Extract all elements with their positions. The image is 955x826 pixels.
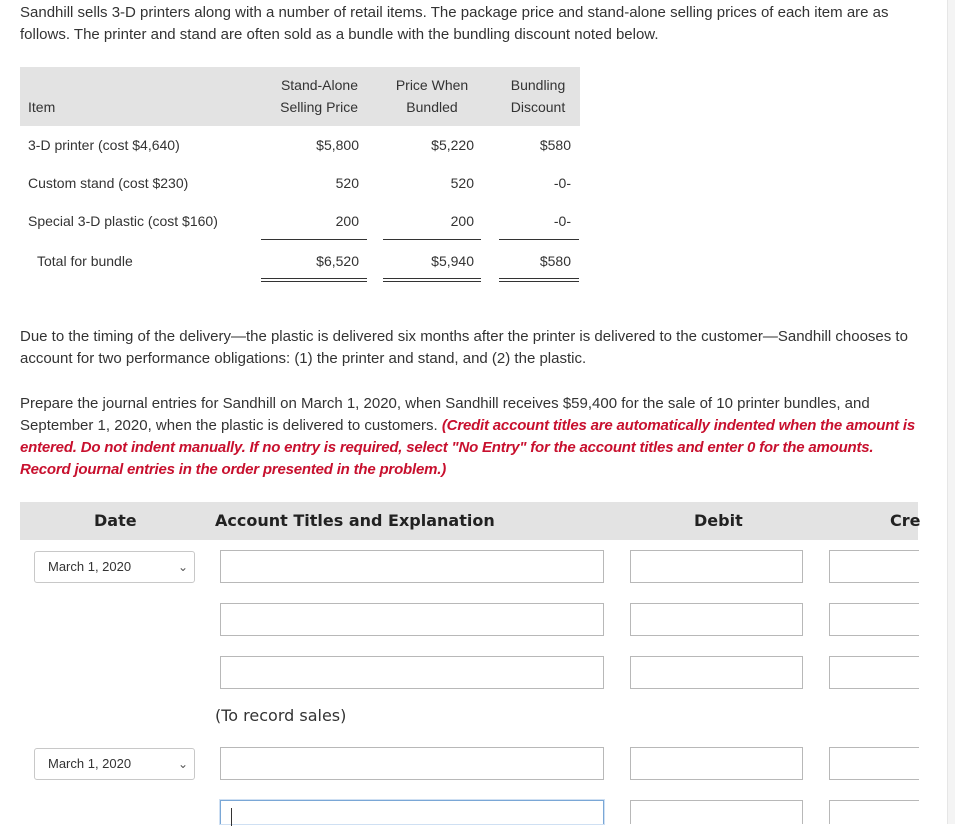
row-bundled: 200 <box>450 213 474 229</box>
credit-input[interactable] <box>829 800 919 824</box>
total-double-line <box>261 281 367 282</box>
chevron-down-icon: ⌄ <box>177 757 188 771</box>
subtotal-line <box>261 239 367 240</box>
text-cursor <box>231 808 232 826</box>
header-account-titles: Account Titles and Explanation <box>215 511 495 530</box>
total-double-line <box>261 278 367 279</box>
debit-input[interactable] <box>630 603 803 636</box>
total-item: Total for bundle <box>37 253 133 269</box>
row-item: Special 3-D plastic (cost $160) <box>28 213 218 229</box>
date-select[interactable] <box>34 551 195 583</box>
account-title-input[interactable] <box>220 747 604 780</box>
row-item: 3-D printer (cost $4,640) <box>28 137 180 153</box>
total-double-line <box>383 281 481 282</box>
credit-input[interactable] <box>829 656 919 689</box>
row-item: Custom stand (cost $230) <box>28 175 189 191</box>
debit-input[interactable] <box>630 747 803 780</box>
row-discount: $580 <box>539 137 571 153</box>
row-standalone: 520 <box>335 175 359 191</box>
date-select[interactable] <box>34 748 195 780</box>
credit-input[interactable] <box>829 747 919 780</box>
header-discount-line2: Discount <box>510 99 566 115</box>
header-credit: Cre <box>890 511 921 530</box>
debit-input[interactable] <box>630 656 803 689</box>
total-bundled: $5,940 <box>431 253 474 269</box>
header-standalone-line1: Stand-Alone <box>280 77 358 93</box>
header-standalone-line2: Selling Price <box>280 99 358 115</box>
total-double-line <box>499 278 579 279</box>
header-discount-line1: Bundling <box>510 77 566 93</box>
credit-input[interactable] <box>829 603 919 636</box>
row-discount: -0- <box>553 175 571 191</box>
header-bundled-line1: Price When <box>395 77 469 93</box>
account-title-input-focused[interactable] <box>220 800 604 824</box>
total-double-line <box>383 278 481 279</box>
journal-header <box>20 502 921 540</box>
subtotal-line <box>383 239 481 240</box>
row-standalone: 200 <box>335 213 359 229</box>
header-date: Date <box>94 511 137 530</box>
header-debit: Debit <box>694 511 743 530</box>
date-select-value: March 1, 2020 <box>48 756 132 771</box>
entry-explanation: (To record sales) <box>215 706 347 725</box>
subtotal-line <box>499 239 579 240</box>
debit-input[interactable] <box>630 800 803 824</box>
instructions-text: Prepare the journal entries for Sandhill on March 1, 2020, when Sandhill receives $59,400 for the sale of 10 printer bundles, and September 1, 2020, when the plastic is delivered to customers. <box>20 395 870 434</box>
scrollbar[interactable] <box>947 0 955 824</box>
timing-text: Due to the timing of the delivery—the plastic is delivered six months after the printer is delivered to the customer—Sandhill chooses to account for two performance obligations: (1) the printer and stand, and (2) the plastic. <box>20 328 908 367</box>
total-double-line <box>499 281 579 282</box>
date-select-value: March 1, 2020 <box>48 559 132 574</box>
account-title-input[interactable] <box>220 603 604 636</box>
instructions <box>20 393 920 481</box>
row-bundled: 520 <box>450 175 474 191</box>
row-bundled: $5,220 <box>431 137 474 153</box>
debit-input[interactable] <box>630 550 803 583</box>
total-discount: $580 <box>539 253 571 269</box>
header-item: Item <box>28 99 56 115</box>
instructions-note: (Credit account titles are automatically indented when the amount is entered. Do not indent manually. If no entry is required, select "No Entry" for the account titles and enter 0 for the amounts. Record journal entries in the order presented in the problem.) <box>20 417 916 478</box>
account-title-input[interactable] <box>220 550 604 583</box>
account-title-input[interactable] <box>220 656 604 689</box>
intro-text: Sandhill sells 3-D printers along with a number of retail items. The package price and stand-alone selling prices of each item are as follows. The printer and stand are often sold as a bundle with the bundling discount noted below. <box>20 4 889 43</box>
header-bundled-line2: Bundled <box>406 99 458 115</box>
row-standalone: $5,800 <box>316 137 359 153</box>
credit-input[interactable] <box>829 550 919 583</box>
row-discount: -0- <box>553 213 571 229</box>
total-standalone: $6,520 <box>316 253 359 269</box>
chevron-down-icon: ⌄ <box>177 560 188 574</box>
